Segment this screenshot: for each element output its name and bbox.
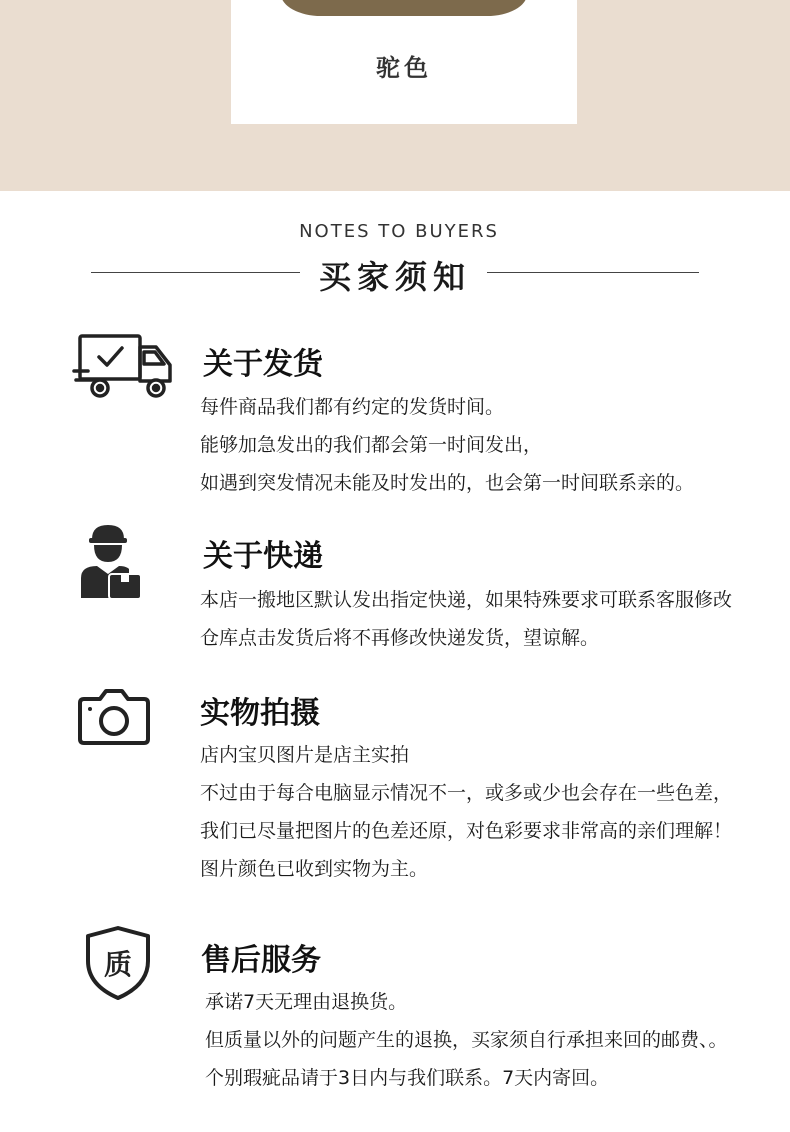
section-line: 能够加急发出的我们都会第一时间发出， bbox=[200, 434, 543, 456]
section-title: 实物拍摄 bbox=[200, 696, 320, 731]
product-color-card bbox=[231, 0, 577, 124]
section-line: 个别瑕疵品请于3日内与我们联系。7天内寄回。 bbox=[205, 1067, 610, 1089]
section-line: 承诺7天无理由退换货。 bbox=[205, 991, 408, 1013]
courier-person-icon bbox=[79, 522, 143, 600]
product-banner bbox=[0, 0, 790, 191]
product-image bbox=[281, 0, 527, 16]
section-line: 每件商品我们都有约定的发货时间。 bbox=[200, 396, 505, 418]
section-line: 不过由于每合电脑显示情况不一，或多或少也会存在一些色差， bbox=[200, 782, 733, 804]
section-line: 图片颜色已收到实物为主。 bbox=[200, 858, 429, 880]
camera-icon bbox=[78, 687, 150, 747]
notes-title-en: NOTES TO BUYERS bbox=[299, 221, 499, 242]
section-line: 店内宝贝图片是店主实拍 bbox=[200, 744, 410, 766]
section-line: 仓库点击发货后将不再修改快递发货，望谅解。 bbox=[200, 627, 600, 649]
section-title: 关于发货 bbox=[203, 347, 323, 382]
section-line: 本店一搬地区默认发出指定快递，如果特殊要求可联系客服修改 bbox=[200, 589, 733, 611]
quality-character: 质 bbox=[103, 948, 133, 981]
quality-shield-icon bbox=[84, 925, 152, 1001]
section-line: 如遇到突发情况未能及时发出的，也会第一时间联系亲的。 bbox=[200, 472, 695, 494]
section-line: 我们已尽量把图片的色差还原，对色彩要求非常高的亲们理解！ bbox=[200, 820, 733, 842]
divider-right bbox=[487, 272, 699, 273]
section-title: 售后服务 bbox=[201, 943, 321, 978]
section-line: 但质量以外的问题产生的退换，买家须自行承担来回的邮费、。 bbox=[205, 1029, 728, 1051]
color-label: 驼色 bbox=[376, 54, 432, 82]
notes-title-cn: 买家须知 bbox=[318, 258, 471, 296]
section-title: 关于快递 bbox=[203, 539, 323, 574]
delivery-truck-icon bbox=[72, 333, 174, 399]
